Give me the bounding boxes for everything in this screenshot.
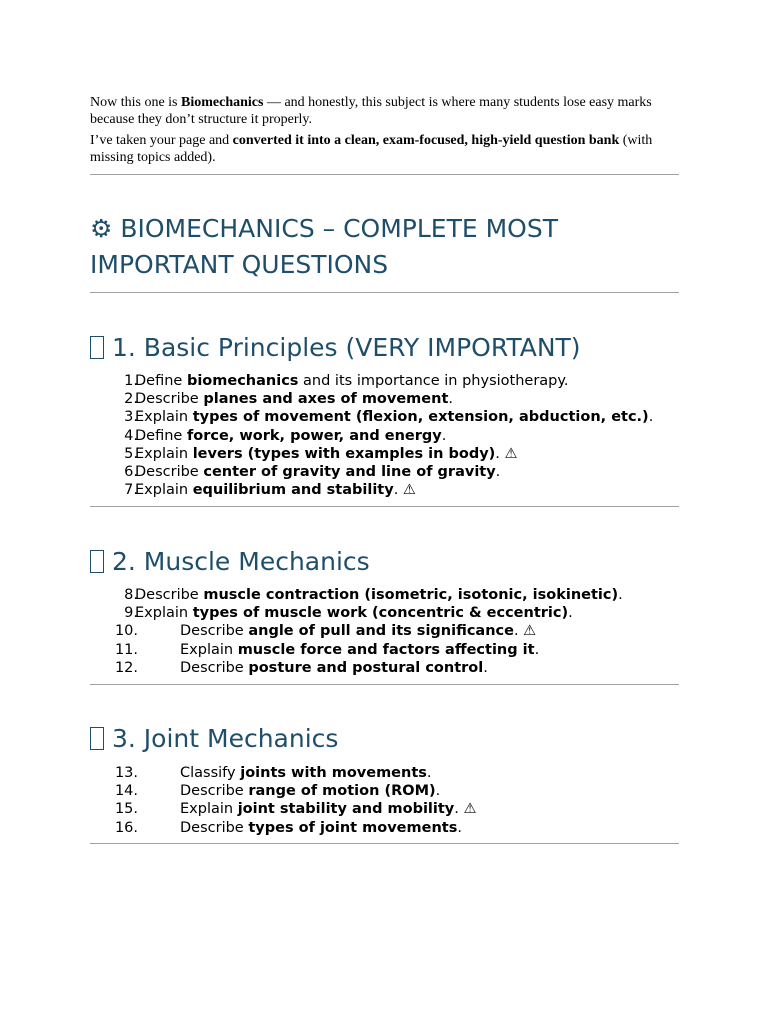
item-number: 13.	[114, 765, 138, 781]
divider	[90, 506, 679, 507]
section-heading-text: 3. Joint Mechanics	[112, 724, 339, 753]
item-number: 5.	[124, 445, 138, 462]
section-heading-muscle-mechanics	[90, 546, 370, 578]
item-text: Describe posture and postural control.	[180, 659, 488, 676]
list-item	[90, 427, 690, 445]
item-text: Define force, work, power, and energy.	[135, 427, 447, 444]
item-text: Define biomechanics and its importance in physiotherapy.	[135, 373, 569, 389]
intro-1-bold: Biomechanics	[181, 95, 264, 110]
page-title: ⚙ BIOMECHANICS – COMPLETE MOST IMPORTANT QUESTIONS	[90, 214, 558, 279]
item-number: 3.	[124, 409, 138, 426]
list-item	[90, 390, 690, 408]
item-text: Explain levers (types with examples in body). ⚠	[135, 445, 518, 462]
list-item	[90, 622, 690, 640]
item-text: Explain joint stability and mobility. ⚠	[180, 801, 477, 818]
item-number: 14.	[114, 783, 138, 800]
section-heading-joint-mechanics	[90, 723, 338, 755]
list-item	[90, 372, 690, 390]
list-item	[90, 641, 690, 659]
item-text: Explain equilibrium and stability. ⚠	[135, 482, 416, 499]
item-text: Describe muscle contraction (isometric, isotonic, isokinetic).	[135, 587, 623, 603]
item-number: 4.	[124, 427, 138, 444]
list-item	[90, 445, 690, 463]
item-number: 15.	[114, 801, 138, 818]
item-number: 7.	[124, 482, 138, 499]
item-number: 11.	[114, 641, 138, 658]
item-number: 10.	[114, 623, 138, 640]
item-number: 6.	[124, 463, 138, 480]
list-item	[90, 782, 690, 800]
item-text: Explain muscle force and factors affecting it.	[180, 641, 540, 658]
list-item	[90, 819, 690, 837]
intro-1-text: Now this one is	[90, 95, 181, 110]
item-text: Describe planes and axes of movement.	[135, 391, 453, 408]
list-item	[90, 764, 690, 782]
section-heading-basic-principles	[90, 332, 581, 364]
divider	[90, 174, 679, 175]
item-text: Describe angle of pull and its significance. ⚠	[180, 623, 537, 640]
list-item	[90, 481, 690, 499]
item-text: Classify joints with movements.	[180, 765, 432, 781]
placeholder-box-icon	[90, 336, 104, 359]
intro-2-bold: converted it into a clean, exam-focused, high-yield question bank	[232, 133, 620, 148]
item-text: Explain types of muscle work (concentric & eccentric).	[135, 605, 573, 622]
item-number: 8.	[124, 587, 138, 603]
section-heading-text: 1. Basic Principles (VERY IMPORTANT)	[112, 333, 581, 362]
intro-2-text: I’ve taken your page and	[90, 133, 233, 148]
question-list-joint-mechanics	[90, 764, 690, 837]
list-item	[90, 800, 690, 818]
intro-2-text-end: (with missing topics added).	[90, 133, 653, 165]
placeholder-box-icon	[90, 550, 104, 573]
item-number: 1.	[124, 373, 138, 389]
list-item	[90, 586, 690, 604]
item-text: Describe range of motion (ROM).	[180, 783, 441, 800]
question-list-basic-principles	[90, 372, 690, 499]
list-item	[90, 659, 690, 677]
divider	[90, 684, 679, 685]
list-item	[90, 408, 690, 426]
question-list-muscle-mechanics-cont	[90, 622, 690, 677]
item-number: 9.	[124, 605, 138, 622]
item-number: 12.	[114, 659, 138, 676]
divider	[90, 292, 679, 293]
list-item	[90, 604, 690, 622]
item-text: Explain types of movement (flexion, extension, abduction, etc.).	[135, 409, 654, 426]
question-list-muscle-mechanics	[90, 586, 690, 622]
divider	[90, 843, 679, 844]
section-heading-text: 2. Muscle Mechanics	[112, 547, 370, 576]
intro-1-text-end: — and honestly, this subject is where many students lose easy marks because they don’t structure it properly.	[90, 95, 652, 127]
intro-paragraph-1	[90, 94, 679, 128]
list-item	[90, 463, 690, 481]
item-number: 16.	[114, 819, 138, 836]
intro-paragraph-2	[90, 132, 679, 166]
item-text: Describe types of joint movements.	[180, 819, 462, 836]
item-text: Describe center of gravity and line of gravity.	[135, 463, 501, 480]
placeholder-box-icon	[90, 727, 104, 750]
item-number: 2.	[124, 391, 138, 408]
